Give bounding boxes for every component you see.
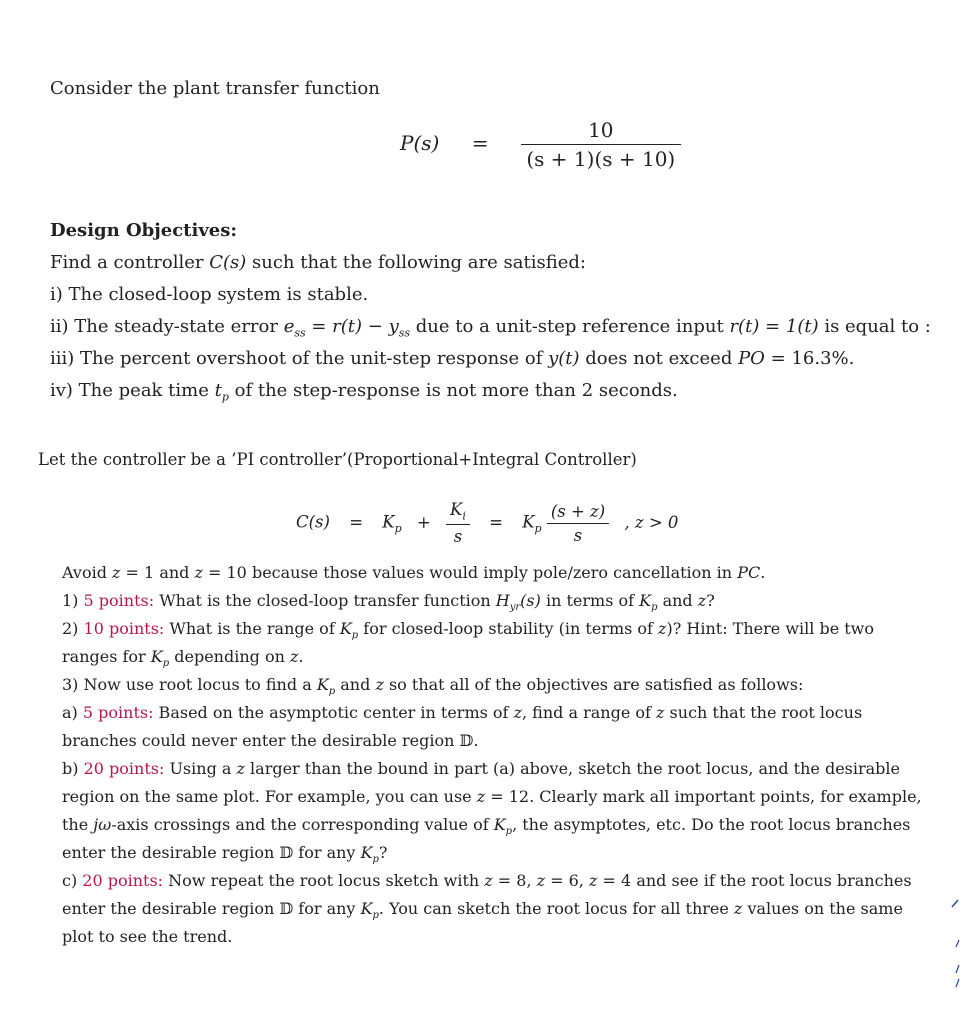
q2-c: for closed-loop stability (in terms of	[358, 619, 659, 638]
qb-l3-d: K	[493, 815, 506, 834]
question-3c	[62, 871, 912, 890]
ii-a: ii) The steady-state error	[50, 316, 284, 337]
qb-l4-a: enter the desirable region 𝔻 for any	[62, 843, 361, 862]
question-3	[62, 675, 803, 697]
q2-points: 10 points:	[83, 619, 165, 638]
question-3b	[62, 759, 900, 778]
q2-l2-b: K	[150, 647, 163, 666]
qb-l3-c: -axis crossings and the corresponding value of	[111, 815, 494, 834]
q1-f: and	[657, 591, 698, 610]
qb-l2-c: = 12. Clearly mark all important points, for example,	[485, 787, 922, 806]
ii-d: r(t) = 1(t)	[729, 316, 819, 337]
qc-b: z	[484, 871, 493, 890]
q1-a: What is the closed-loop transfer function	[154, 591, 496, 610]
q3-d: z	[375, 675, 384, 694]
qb-l3-b: jω	[93, 815, 112, 834]
q1-c: (s)	[520, 591, 541, 610]
qc-a: Now repeat the root locus sketch with	[163, 871, 485, 890]
q1-d: in terms of	[540, 591, 640, 610]
ii-b: = r(t) − y	[305, 316, 399, 337]
iv-c: of the step-response is not more than 2 seconds.	[228, 380, 678, 401]
question-3a-line2: branches could never enter the desirable region 𝔻.	[62, 731, 479, 750]
ii-sub2: ss	[398, 326, 411, 340]
controller-kp-sub: p	[394, 521, 402, 535]
q1-g: z	[697, 591, 707, 610]
qb-l3-dsub: p	[505, 826, 513, 838]
qa-e: such that the root locus	[664, 703, 863, 722]
q2-d: z	[658, 619, 667, 638]
objective-iii	[50, 348, 854, 369]
q1-esub: p	[651, 602, 658, 614]
objectives-lead	[50, 252, 586, 273]
plant-numerator: 10	[588, 118, 614, 142]
qa-b: z	[513, 703, 522, 722]
controller-eq2: =	[489, 512, 503, 532]
controller-ki-sub: i	[462, 509, 466, 523]
qb-l4-bsub: p	[372, 854, 379, 866]
iv-sub: p	[221, 390, 229, 404]
plant-equals: =	[471, 131, 489, 155]
controller-lhs: C(s)	[296, 512, 330, 532]
question-3a	[62, 703, 862, 722]
q3-bsub: p	[328, 686, 336, 698]
controller-ki: K	[450, 500, 463, 519]
question-3c-line3: plot to see the trend.	[62, 927, 233, 946]
question-3b-line3	[62, 815, 910, 837]
ii-c: due to a unit-step reference input	[410, 316, 730, 337]
q2-b: K	[339, 619, 352, 638]
question-2	[62, 619, 874, 641]
q2-l2-d: z	[289, 647, 299, 666]
qc-l2-b: K	[360, 899, 373, 918]
lead-var: C(s)	[209, 252, 247, 273]
question-3c-line2	[62, 899, 903, 921]
qc-f: z	[589, 871, 598, 890]
iii-b: y(t)	[548, 348, 580, 369]
qb-c: larger than the bound in part (a) above, sketch the root locus, and the desirable	[244, 759, 900, 778]
iv-a: iv) The peak time	[50, 380, 215, 401]
iii-a: iii) The percent overshoot of the unit-step response of	[50, 348, 549, 369]
plant-equation	[400, 118, 681, 171]
qb-l4-c: ?	[378, 843, 388, 862]
question-3b-line2	[62, 787, 922, 806]
q2-bsub: p	[351, 630, 359, 642]
q3-c: and	[335, 675, 376, 694]
q1-e: K	[639, 591, 652, 610]
qa-num: a)	[62, 703, 83, 722]
qc-l2-a: enter the desirable region 𝔻 for any	[62, 899, 361, 918]
qc-l2-e: values on the same	[742, 899, 903, 918]
qb-a: Using a	[164, 759, 237, 778]
qc-num: c)	[62, 871, 83, 890]
avoid-e: = 10 because those values would imply pole/zero cancellation in	[202, 563, 738, 582]
controller-eq1: =	[349, 512, 364, 532]
qc-l2-c: . You can sketch the root locus for all three	[378, 899, 734, 918]
qa-d: z	[656, 703, 665, 722]
q3-a: 3) Now use root locus to find a	[62, 675, 317, 694]
iii-e: = 16.3%.	[764, 348, 855, 369]
q2-num: 2)	[62, 619, 84, 638]
iii-d: PO	[738, 348, 765, 369]
qc-e: = 6,	[545, 871, 590, 890]
intro-text: Consider the plant transfer function	[50, 78, 380, 99]
qb-b: z	[236, 759, 245, 778]
avoid-f: PC	[737, 563, 761, 582]
controller-frac-den: s	[573, 525, 583, 545]
qc-c: = 8,	[492, 871, 537, 890]
avoid-b: z	[112, 563, 121, 582]
qb-l3-a: the	[62, 815, 94, 834]
avoid-a: Avoid	[62, 563, 113, 582]
controller-frac-num: (s + z)	[550, 501, 606, 521]
q1-b: H	[495, 591, 510, 610]
q1-h: ?	[706, 591, 715, 610]
controller-condition: , z > 0	[624, 512, 679, 532]
controller-ki-den: s	[453, 527, 463, 547]
plant-denominator: (s + 1)(s + 10)	[526, 147, 676, 171]
controller-kp2: K	[522, 512, 535, 532]
question-3b-line4	[62, 843, 388, 865]
avoid-line	[62, 563, 765, 582]
controller-kp2-sub: p	[534, 521, 542, 535]
q2-l2-a: ranges for	[62, 647, 151, 666]
qa-points: 5 points:	[82, 703, 154, 722]
qc-points: 20 points:	[82, 871, 164, 890]
iii-c: does not exceed	[579, 348, 739, 369]
q3-b: K	[316, 675, 329, 694]
question-1	[62, 591, 715, 613]
qc-l2-d: z	[733, 899, 743, 918]
q2-e: )? Hint: There will be two	[666, 619, 875, 638]
qa-c: , find a range of	[522, 703, 657, 722]
ii-math: e	[283, 316, 295, 337]
qb-l2-a: region on the same plot. For example, you can use	[62, 787, 477, 806]
objective-i: i) The closed-loop system is stable.	[50, 284, 369, 305]
q1-num: 1)	[62, 591, 84, 610]
qa-a: Based on the asymptotic center in terms of	[153, 703, 514, 722]
q1-points: 5 points:	[83, 591, 155, 610]
plant-lhs: P(s)	[400, 131, 440, 155]
objective-ii	[50, 316, 931, 340]
lead-text-a: Find a controller	[50, 252, 210, 273]
edge-artifacts	[950, 895, 961, 995]
qb-num: b)	[62, 759, 84, 778]
qb-points: 20 points:	[83, 759, 165, 778]
ii-sub: ss	[294, 326, 306, 340]
qc-d: z	[536, 871, 546, 890]
ii-e: is equal to :	[818, 316, 931, 337]
controller-plus: +	[416, 512, 431, 532]
controller-equation	[296, 500, 678, 546]
qb-l4-b: K	[360, 843, 373, 862]
iv-b: t	[214, 380, 222, 401]
question-2-line2	[62, 647, 304, 669]
avoid-c: = 1 and	[120, 563, 195, 582]
controller-kp: K	[382, 512, 395, 532]
q2-l2-c: depending on	[169, 647, 290, 666]
qc-l2-bsub: p	[372, 910, 379, 922]
objectives-title: Design Objectives:	[50, 220, 238, 241]
q2-a: What is the range of	[164, 619, 340, 638]
q1-sub: yr	[509, 602, 521, 614]
objective-iv	[50, 380, 678, 404]
qb-l2-b: z	[476, 787, 486, 806]
controller-intro: Let the controller be a ’PI controller’(Proportional+Integral Controller)	[38, 450, 637, 469]
avoid-g: .	[760, 563, 766, 582]
qc-g: = 4 and see if the root locus branches	[597, 871, 912, 890]
lead-text-b: such that the following are satisfied:	[246, 252, 586, 273]
avoid-d: z	[194, 563, 203, 582]
q3-e: so that all of the objectives are satisfied as follows:	[383, 675, 804, 694]
qb-l3-e: , the asymptotes, etc. Do the root locus branches	[512, 815, 911, 834]
q2-l2-e: .	[298, 647, 304, 666]
q2-l2-sub: p	[162, 658, 170, 670]
